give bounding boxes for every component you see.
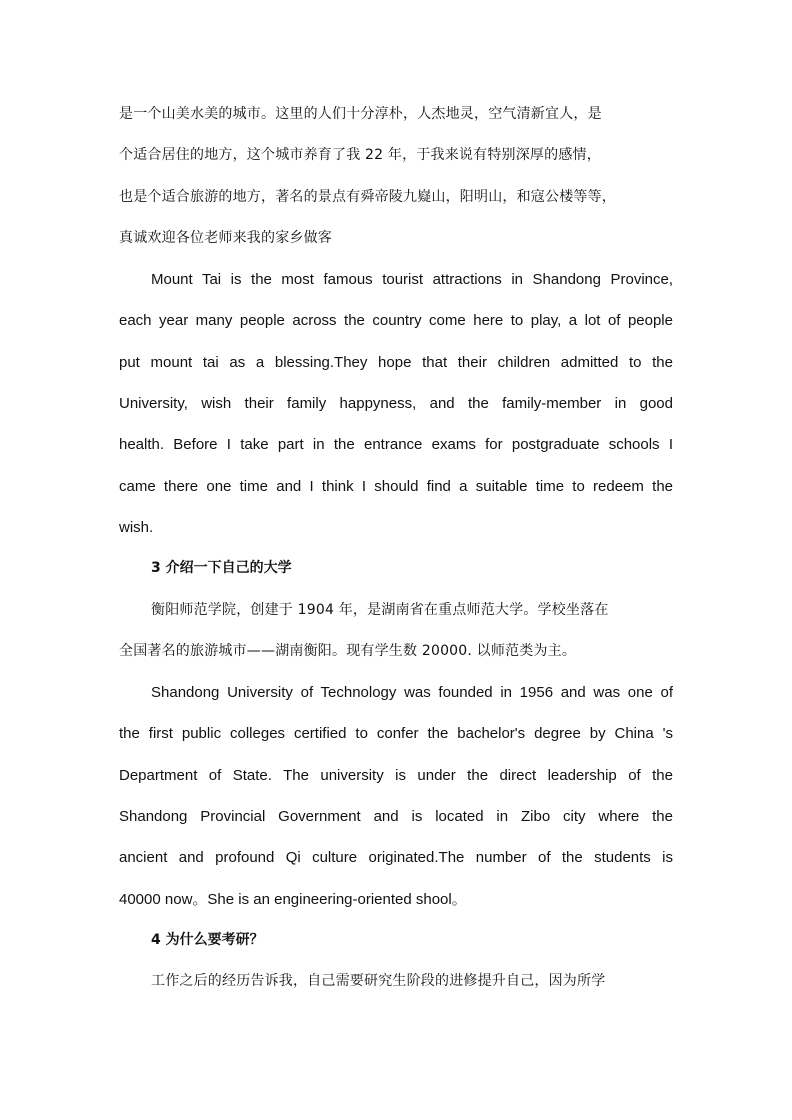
paragraph-line: put mount tai as a blessing.They hope that their children admitted to the — [119, 353, 673, 371]
paragraph-line: 是一个山美水美的城市。这里的人们十分淳朴，人杰地灵，空气清新宜人，是 — [119, 106, 602, 122]
paragraph-line: 工作之后的经历告诉我，自己需要研究生阶段的进修提升自己，因为所学 — [151, 973, 606, 990]
paragraph-line: came there one time and I think I should find a suitable time to redeem the — [119, 477, 673, 495]
paragraph-line: 全国著名的旅游城市——湖南衡阳。现有学生数 20000. 以师范类为主。 — [119, 642, 577, 659]
paragraph-line: the first public colleges certified to confer the bachelor's degree by China 's — [119, 725, 673, 743]
section-heading: 3 介绍一下自己的大学 — [151, 560, 292, 577]
paragraph-line: 真诚欢迎各位老师来我的家乡做客 — [119, 229, 332, 246]
paragraph-line: University, wish their family happyness, and the family-member in good — [119, 395, 673, 413]
paragraph-line: wish. — [119, 518, 154, 536]
paragraph-line: Shandong Provincial Government and is located in Zibo city where the — [119, 808, 673, 826]
paragraph-line: 个适合居住的地方，这个城市养育了我 22 年，于我来说有特别深厚的感情， — [119, 147, 601, 164]
paragraph-line: ancient and profound Qi culture originated.The number of the students is — [119, 849, 673, 867]
paragraph-line: Shandong University of Technology was founded in 1956 and was one of — [151, 684, 673, 702]
paragraph-line: 40000 now。She is an engineering-oriented shool。 — [119, 890, 467, 908]
paragraph-line: 衡阳师范学院，创建于 1904 年，是湖南省在重点师范大学。学校坐落在 — [151, 601, 609, 618]
paragraph-line: Mount Tai is the most famous tourist attractions in Shandong Province, — [151, 271, 673, 289]
paragraph-line: Department of State. The university is under the direct leadership of the — [119, 766, 673, 784]
section-heading: 4 为什么要考研？ — [151, 931, 264, 948]
paragraph-line: health. Before I take part in the entrance exams for postgraduate schools I — [119, 436, 673, 454]
document-page — [119, 94, 673, 1003]
paragraph-line: 也是个适合旅游的地方，著名的景点有舜帝陵九嶷山，阳明山，和寇公楼等等， — [119, 188, 616, 205]
paragraph-line: each year many people across the country come here to play, a lot of people — [119, 312, 673, 330]
